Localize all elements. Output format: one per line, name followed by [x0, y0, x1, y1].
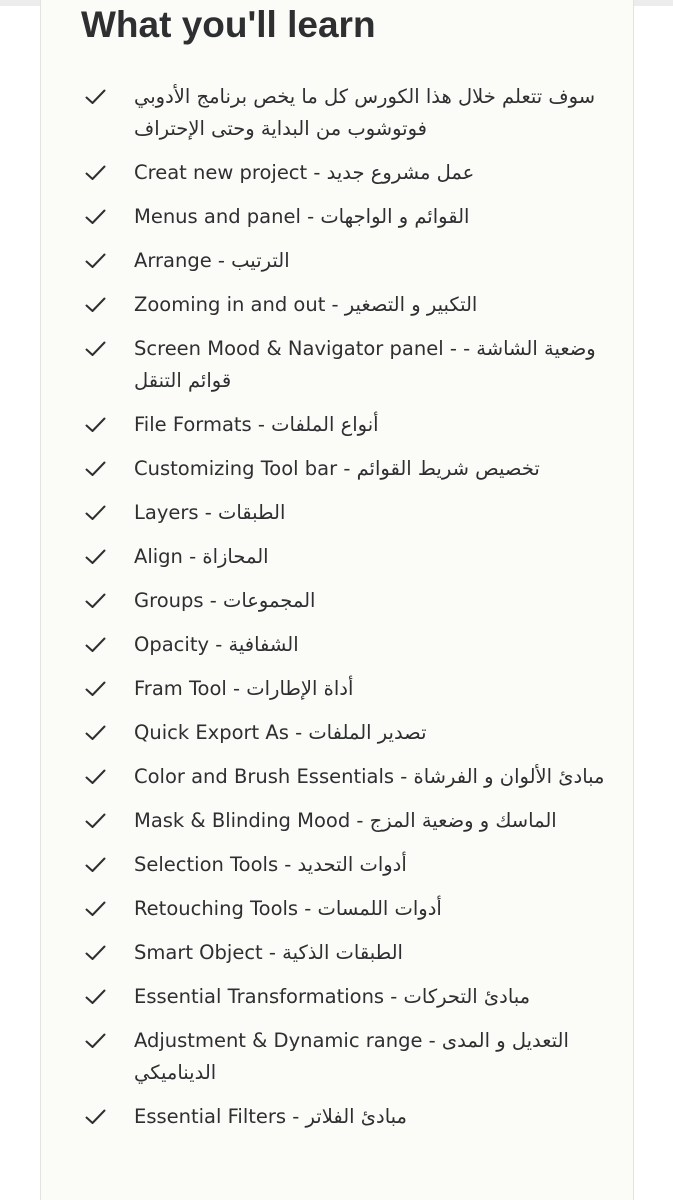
- list-item-text: Screen Mood & Navigator panel - وضعية الشاشة - قوائم التنقل: [134, 337, 596, 392]
- list-item: [41, 850, 634, 881]
- list-item-text: Retouching Tools - أدوات اللمسات: [134, 897, 442, 920]
- list-item: [41, 498, 634, 529]
- list-item-text: Color and Brush Essentials - مبادئ الألوان و الفرشاة: [134, 765, 605, 788]
- list-item-text: Opacity - الشفافية: [134, 633, 299, 656]
- check-icon: [83, 938, 107, 968]
- list-item: [41, 334, 634, 397]
- list-item-text: Mask & Blinding Mood - الماسك و وضعية المزج: [134, 809, 557, 832]
- check-icon: [83, 806, 107, 836]
- list-item: [41, 1026, 634, 1089]
- list-item: [41, 290, 634, 321]
- check-icon: [83, 410, 107, 440]
- list-item-text: Zooming in and out - التكبير و التصغير: [134, 293, 478, 316]
- list-item: [41, 674, 634, 705]
- list-item-text: Groups - المجموعات: [134, 589, 316, 612]
- list-item: [41, 202, 634, 233]
- list-item-text: Arrange - الترتيب: [134, 249, 290, 272]
- list-item-text: Align - المحازاة: [134, 545, 269, 568]
- check-icon: [83, 630, 107, 660]
- list-item-text: Creat new project - عمل مشروع جديد: [134, 161, 475, 184]
- section-title: What you'll learn: [81, 4, 376, 45]
- list-item-text: Essential Transformations - مبادئ التحركات: [134, 985, 531, 1008]
- list-item: [41, 410, 634, 441]
- list-item: [41, 938, 634, 969]
- list-item: [41, 982, 634, 1013]
- list-item-text: Selection Tools - أدوات التحديد: [134, 853, 407, 876]
- check-icon: [83, 202, 107, 232]
- check-icon: [83, 542, 107, 572]
- check-icon: [83, 982, 107, 1012]
- list-item-text: Essential Filters - مبادئ الفلاتر: [134, 1105, 407, 1128]
- learn-list: [41, 82, 634, 1146]
- list-item: [41, 82, 634, 145]
- list-item-text: Adjustment & Dynamic range - التعديل و المدى الديناميكي: [134, 1029, 569, 1084]
- list-item-text: سوف تتعلم خلال هذا الكورس كل ما يخص برنامج الأدوبي فوتوشوب من البداية وحتى الإحتراف: [134, 85, 596, 140]
- list-item-text: Fram Tool - أداة الإطارات: [134, 677, 354, 700]
- check-icon: [83, 674, 107, 704]
- list-item-text: Customizing Tool bar - تخصيص شريط القوائم: [134, 457, 540, 480]
- list-item: [41, 246, 634, 277]
- list-item: [41, 894, 634, 925]
- check-icon: [83, 290, 107, 320]
- list-item: [41, 454, 634, 485]
- check-icon: [83, 82, 107, 112]
- list-item: [41, 1102, 634, 1133]
- list-item: [41, 718, 634, 749]
- list-item-text: Layers - الطبقات: [134, 501, 286, 524]
- list-item: [41, 158, 634, 189]
- list-item: [41, 806, 634, 837]
- check-icon: [83, 246, 107, 276]
- list-item-text: Menus and panel - القوائم و الواجهات: [134, 205, 470, 228]
- check-icon: [83, 454, 107, 484]
- list-item-text: File Formats - أنواع الملفات: [134, 413, 379, 436]
- check-icon: [83, 334, 107, 364]
- list-item-text: Smart Object - الطبقات الذكية: [134, 941, 403, 964]
- check-icon: [83, 850, 107, 880]
- list-item-text: Quick Export As - تصدير الملفات: [134, 721, 427, 744]
- check-icon: [83, 1026, 107, 1056]
- list-item: [41, 630, 634, 661]
- what-youll-learn-panel: [40, 0, 634, 1200]
- check-icon: [83, 158, 107, 188]
- check-icon: [83, 718, 107, 748]
- list-item: [41, 762, 634, 793]
- check-icon: [83, 498, 107, 528]
- check-icon: [83, 894, 107, 924]
- list-item: [41, 542, 634, 573]
- check-icon: [83, 762, 107, 792]
- check-icon: [83, 586, 107, 616]
- list-item: [41, 586, 634, 617]
- check-icon: [83, 1102, 107, 1132]
